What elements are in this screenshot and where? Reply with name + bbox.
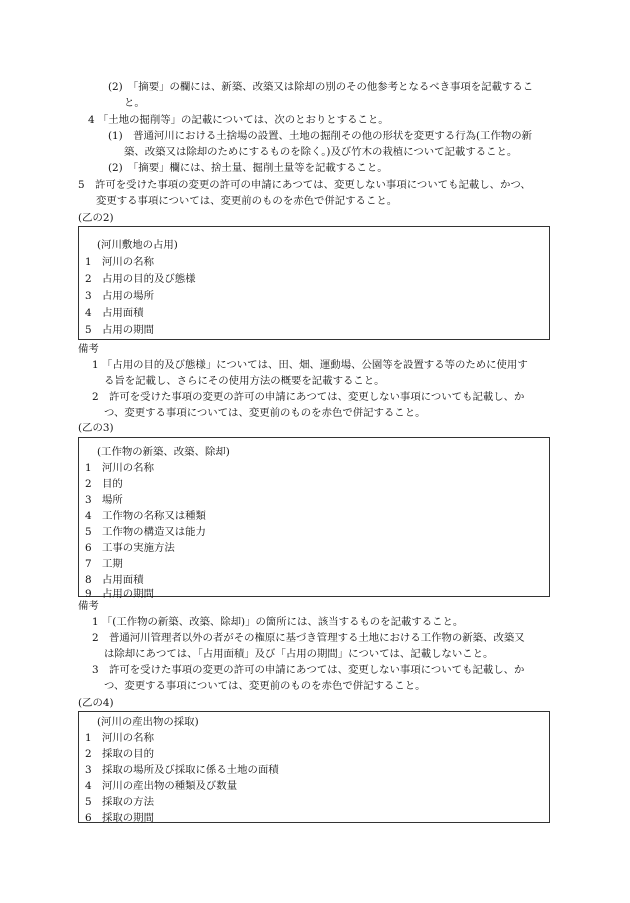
form-item: 4 河川の産出物の種類及び数量 bbox=[85, 780, 238, 792]
form-item: 3 占用の場所 bbox=[85, 290, 154, 302]
remark-line: つ、変更する事項については、変更前のものを赤色で併記すること。 bbox=[104, 407, 426, 419]
note-line: 築、改築又は除却のためにするものを除く。)及び竹木の栽植について記載すること。 bbox=[124, 146, 518, 158]
remark-line: る旨を記載し、さらにその使用方法の概要を記載すること。 bbox=[104, 375, 385, 387]
form-item: 4 占用面積 bbox=[85, 307, 144, 319]
form-item: 3 場所 bbox=[85, 494, 123, 506]
form-title: (河川の産出物の採取) bbox=[97, 716, 199, 728]
remarks-heading: 備考 bbox=[78, 600, 99, 612]
remark-line: つ、変更する事項については、変更前のものを赤色で併記すること。 bbox=[104, 680, 426, 692]
note-line: (2) 「摘要」欄には、捨土量、掘削土量等を記載すること。 bbox=[108, 162, 388, 174]
form-item: 7 工期 bbox=[85, 558, 123, 570]
note-line: (2) 「摘要」の欄には、新築、改築又は除却の別のその他参考となるべき事項を記載するこ bbox=[108, 81, 534, 93]
note-line: と。 bbox=[124, 97, 145, 109]
form-item: 9 占用の期間 bbox=[85, 588, 154, 600]
remark-line: 2 普通河川管理者以外の者がその権原に基づき管理する土地における工作物の新築、改築又 bbox=[92, 632, 525, 644]
form-item: 1 河川の名称 bbox=[85, 732, 154, 744]
form-item: 8 占用面積 bbox=[85, 574, 144, 586]
form-item: 6 採取の期間 bbox=[85, 812, 154, 824]
form-item: 6 工事の実施方法 bbox=[85, 542, 175, 554]
form-item: 2 目的 bbox=[85, 478, 123, 490]
form-box-river-product-extraction bbox=[78, 711, 550, 823]
form-item: 5 工作物の構造又は能力 bbox=[85, 526, 206, 538]
remark-line: 2 許可を受けた事項の変更の許可の申請にあつては、変更しない事項についても記載し、か bbox=[92, 391, 525, 403]
form-item: 2 占用の目的及び態様 bbox=[85, 273, 196, 285]
form-item: 1 河川の名称 bbox=[85, 462, 154, 474]
form-item: 3 採取の場所及び採取に係る土地の面積 bbox=[85, 764, 279, 776]
note-line: (1) 普通河川における土捨場の設置、土地の掘削その他の形状を変更する行為(工作物の新 bbox=[108, 130, 533, 142]
remark-line: 3 許可を受けた事項の変更の許可の申請にあつては、変更しない事項についても記載し、か bbox=[92, 664, 525, 676]
form-label: (乙の3) bbox=[78, 422, 114, 434]
remarks-heading: 備考 bbox=[78, 343, 99, 355]
remark-line: 1 「占用の目的及び態様」については、田、畑、運動場、公園等を設置する等のために使用す bbox=[92, 359, 528, 371]
note-line: 4 「土地の掘削等」の記載については、次のとおりとすること。 bbox=[88, 114, 389, 126]
form-box-riverbed-occupancy bbox=[78, 226, 550, 340]
form-title: (河川敷地の占用) bbox=[97, 239, 178, 251]
form-item: 5 採取の方法 bbox=[85, 796, 154, 808]
form-label: (乙の4) bbox=[78, 697, 114, 709]
form-label: (乙の2) bbox=[78, 212, 114, 224]
remark-line: 1 「(工作物の新築、改築、除却)」の箇所には、該当するものを記載すること。 bbox=[92, 616, 464, 628]
note-line: 5 許可を受けた事項の変更の許可の申請にあつては、変更しない事項についても記載し、かつ、 bbox=[78, 179, 531, 191]
note-line: 変更する事項については、変更前のものを赤色で併記すること。 bbox=[96, 195, 398, 207]
form-item: 4 工作物の名称又は種類 bbox=[85, 510, 206, 522]
form-box-structure-construction bbox=[78, 437, 550, 600]
form-item: 5 占用の期間 bbox=[85, 324, 154, 336]
form-item: 2 採取の目的 bbox=[85, 748, 154, 760]
form-title: (工作物の新築、改築、除却) bbox=[97, 446, 230, 458]
form-item: 1 河川の名称 bbox=[85, 256, 154, 268]
remark-line: は除却にあつては、「占用面積」及び「占用の期間」については、記載しないこと。 bbox=[104, 648, 494, 660]
